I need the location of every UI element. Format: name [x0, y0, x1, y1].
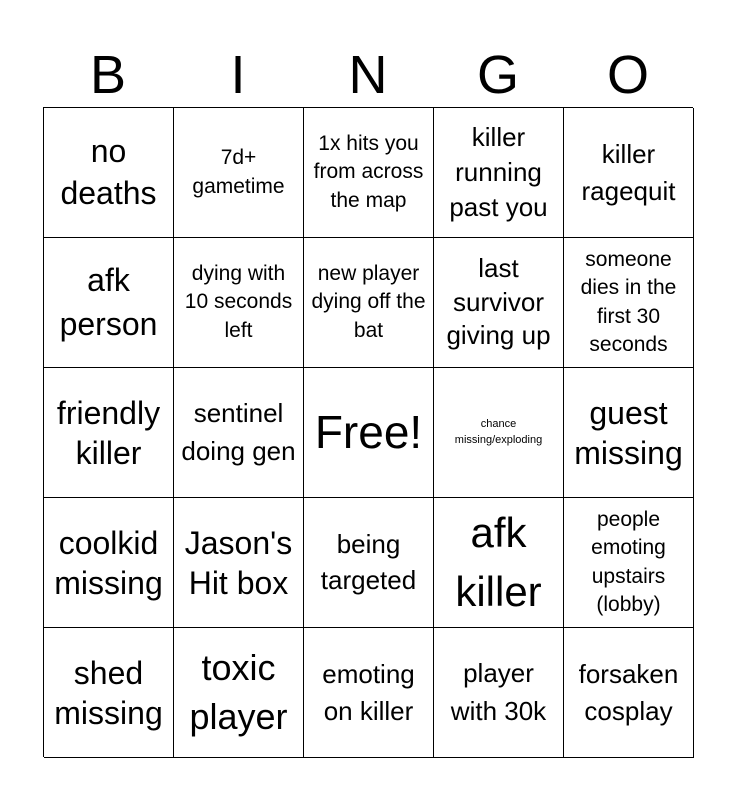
bingo-cell[interactable]	[304, 628, 434, 758]
bingo-cell[interactable]	[174, 238, 304, 368]
cell-text: emoting on killer	[322, 659, 415, 726]
bingo-cell[interactable]	[44, 498, 174, 628]
cell-text: no deaths	[60, 132, 157, 211]
cell-text: being targeted	[320, 529, 417, 595]
cell-text: 1x hits you from across the map	[313, 131, 424, 212]
cell-text: killer ragequit	[581, 139, 676, 206]
bingo-cell[interactable]	[564, 238, 694, 368]
cell-text: player with 30k	[450, 657, 547, 726]
bingo-cell[interactable]	[174, 368, 304, 498]
cell-text: sentinel doing gen	[181, 397, 296, 466]
cell-text: Jason's Hit box	[184, 524, 293, 601]
cell-text: chance missing/exploding	[454, 418, 543, 446]
cell-text: afk killer	[455, 508, 542, 615]
bingo-cell[interactable]	[564, 498, 694, 628]
bingo-cell[interactable]	[304, 498, 434, 628]
header-letter-g: G	[476, 45, 519, 105]
bingo-cell[interactable]	[174, 628, 304, 758]
bingo-cell[interactable]	[434, 368, 564, 498]
cell-text: killer running past you	[449, 121, 548, 223]
cell-text: toxic player	[189, 646, 288, 737]
bingo-cell[interactable]	[434, 498, 564, 628]
header-letter-n: N	[348, 45, 388, 105]
cell-text: 7d+ gametime	[192, 146, 285, 198]
cell-text: people emoting upstairs (lobby)	[591, 507, 666, 616]
cell-text: someone dies in the first 30 seconds	[580, 247, 677, 356]
bingo-cell-free[interactable]	[304, 368, 434, 498]
bingo-cell[interactable]	[434, 108, 564, 238]
bingo-cell[interactable]	[304, 108, 434, 238]
bingo-grid	[43, 107, 693, 757]
bingo-cell[interactable]	[564, 368, 694, 498]
cell-text: new player dying off the bat	[311, 261, 426, 342]
cell-text: shed missing	[54, 654, 163, 731]
bingo-cell[interactable]	[174, 108, 304, 238]
bingo-cell[interactable]	[304, 238, 434, 368]
bingo-header	[43, 42, 693, 108]
cell-text: dying with 10 seconds left	[184, 261, 293, 342]
cell-text: Free!	[314, 405, 423, 458]
cell-text: guest missing	[574, 394, 683, 471]
cell-text: afk person	[59, 262, 158, 342]
bingo-cell[interactable]	[44, 628, 174, 758]
bingo-cell[interactable]	[434, 238, 564, 368]
header-letter-o: O	[606, 45, 649, 105]
bingo-cell[interactable]	[564, 628, 694, 758]
bingo-cell[interactable]	[44, 368, 174, 498]
header-letter-i: I	[230, 45, 246, 105]
cell-text: friendly killer	[56, 394, 161, 471]
bingo-cell[interactable]	[174, 498, 304, 628]
bingo-cell[interactable]	[434, 628, 564, 758]
cell-text: last survivor giving up	[446, 252, 551, 351]
bingo-cell[interactable]	[564, 108, 694, 238]
bingo-cell[interactable]	[44, 108, 174, 238]
header-letter-b: B	[89, 45, 127, 105]
cell-text: coolkid missing	[54, 524, 163, 601]
cell-text: forsaken cosplay	[578, 659, 679, 726]
bingo-cell[interactable]	[44, 238, 174, 368]
